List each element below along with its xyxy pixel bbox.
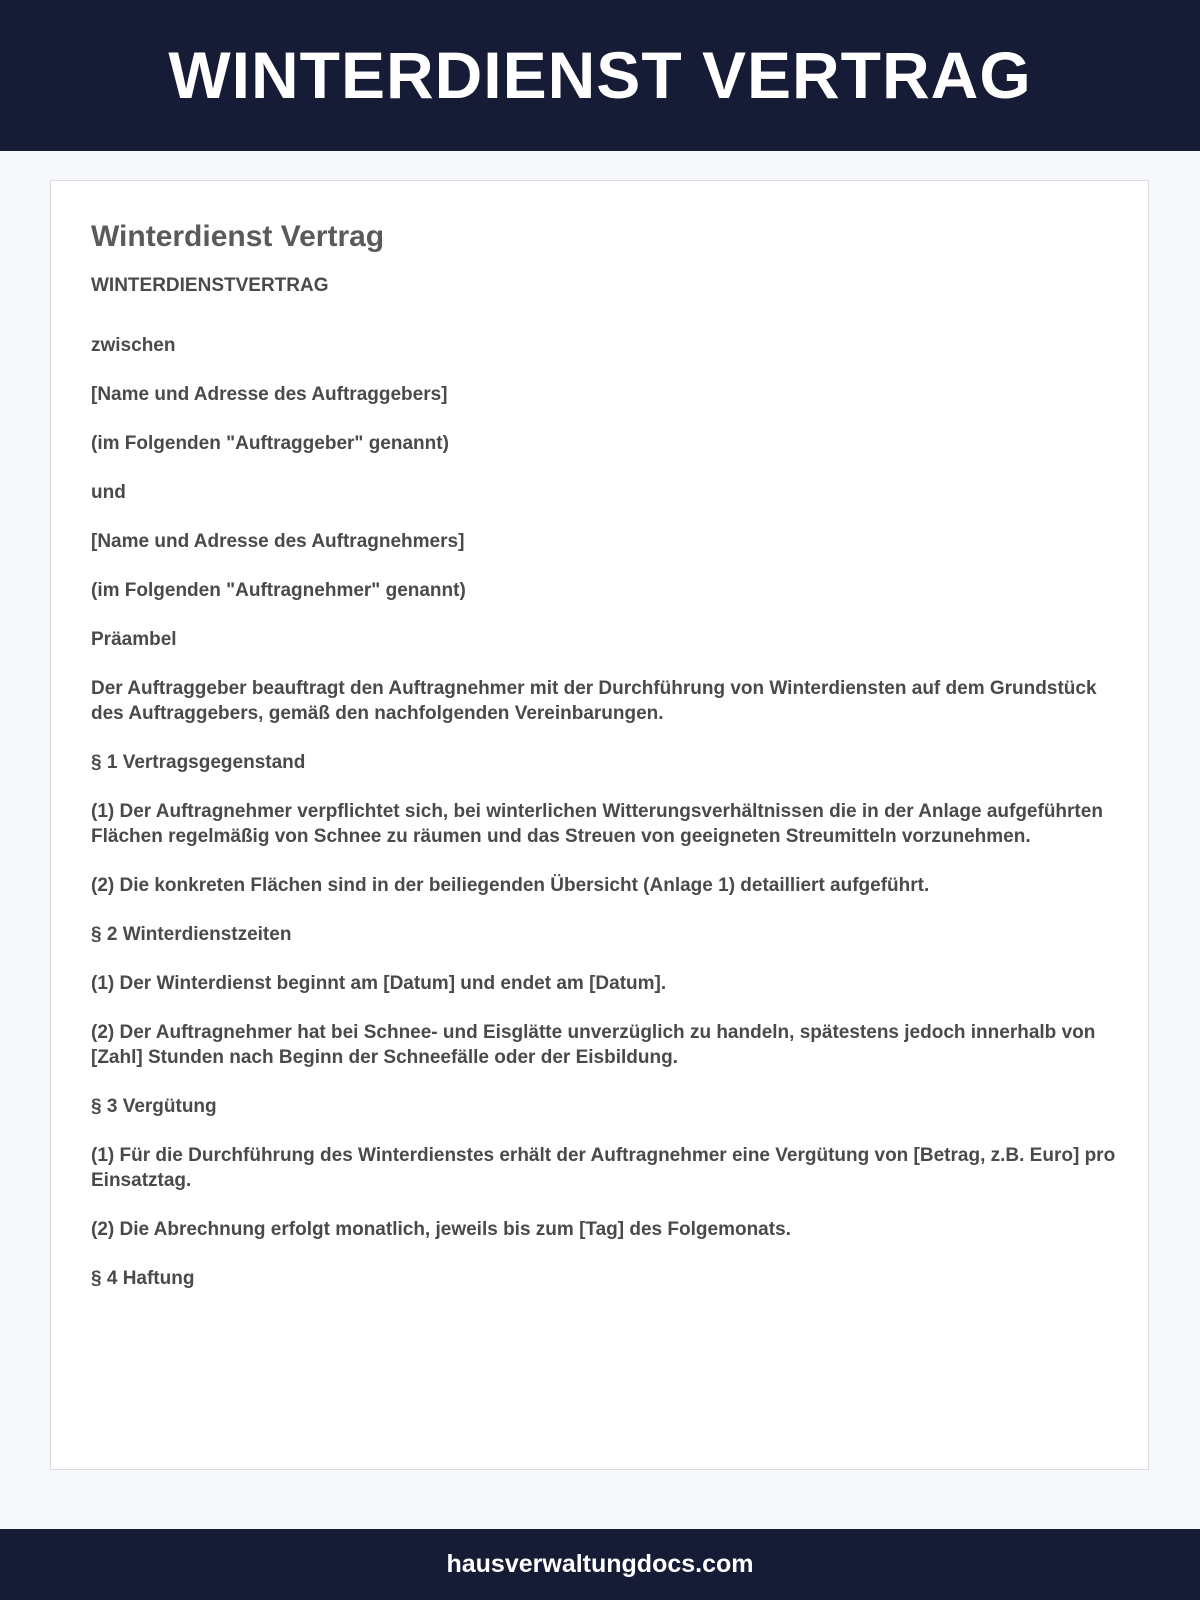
party-line: (im Folgenden "Auftragnehmer" genannt) xyxy=(91,580,466,601)
page-title: WINTERDIENST VERTRAG xyxy=(168,37,1032,112)
footer-site-name: hausverwaltungdocs.com xyxy=(446,1550,754,1578)
party-line: (im Folgenden "Auftraggeber" genannt) xyxy=(91,433,449,454)
preamble-heading: Präambel xyxy=(91,629,177,650)
party-line: und xyxy=(91,482,126,503)
section-paragraph: (2) Die Abrechnung erfolgt monatlich, jeweils bis zum [Tag] des Folgemonats. xyxy=(91,1219,791,1240)
section-heading: § 4 Haftung xyxy=(91,1268,195,1289)
section-paragraph: (1) Der Auftragnehmer verpflichtet sich, bei winterlichen Witterungsverhältnissen die in der Anlage aufgeführten Flächen regelmäßig von Schnee zu räumen und das Streuen von geeigneten Streumitteln vorzunehmen. xyxy=(91,801,1103,847)
header-banner xyxy=(0,0,1200,151)
document-content xyxy=(91,219,1131,1315)
preamble-text: Der Auftraggeber beauftragt den Auftragnehmer mit der Durchführung von Winterdiensten auf dem Grundstück des Auftraggebers, gemäß den nachfolgenden Vereinbarungen. xyxy=(91,678,1097,724)
section-heading: § 3 Vergütung xyxy=(91,1096,217,1117)
section-paragraph: (1) Für die Durchführung des Winterdienstes erhält der Auftragnehmer eine Vergütung von [Betrag, z.B. Euro] pro Einsatztag. xyxy=(91,1145,1116,1191)
document-subtitle: WINTERDIENSTVERTRAG xyxy=(91,275,329,296)
party-line: [Name und Adresse des Auftraggebers] xyxy=(91,384,448,405)
section-paragraph: (2) Die konkreten Flächen sind in der beiliegenden Übersicht (Anlage 1) detailliert aufgeführt. xyxy=(91,875,930,896)
section-heading: § 1 Vertragsgegenstand xyxy=(91,752,306,773)
party-line: zwischen xyxy=(91,335,176,356)
party-line: [Name und Adresse des Auftragnehmers] xyxy=(91,531,465,552)
section-paragraph: (2) Der Auftragnehmer hat bei Schnee- und Eisglätte unverzüglich zu handeln, spätestens jedoch innerhalb von [Zahl] Stunden nach Beginn der Schneefälle oder der Eisbildung. xyxy=(91,1022,1096,1068)
document-title: Winterdienst Vertrag xyxy=(91,220,385,253)
section-heading: § 2 Winterdienstzeiten xyxy=(91,924,292,945)
footer-banner xyxy=(0,1529,1200,1600)
section-paragraph: (1) Der Winterdienst beginnt am [Datum] und endet am [Datum]. xyxy=(91,973,667,994)
document-card xyxy=(50,180,1149,1470)
